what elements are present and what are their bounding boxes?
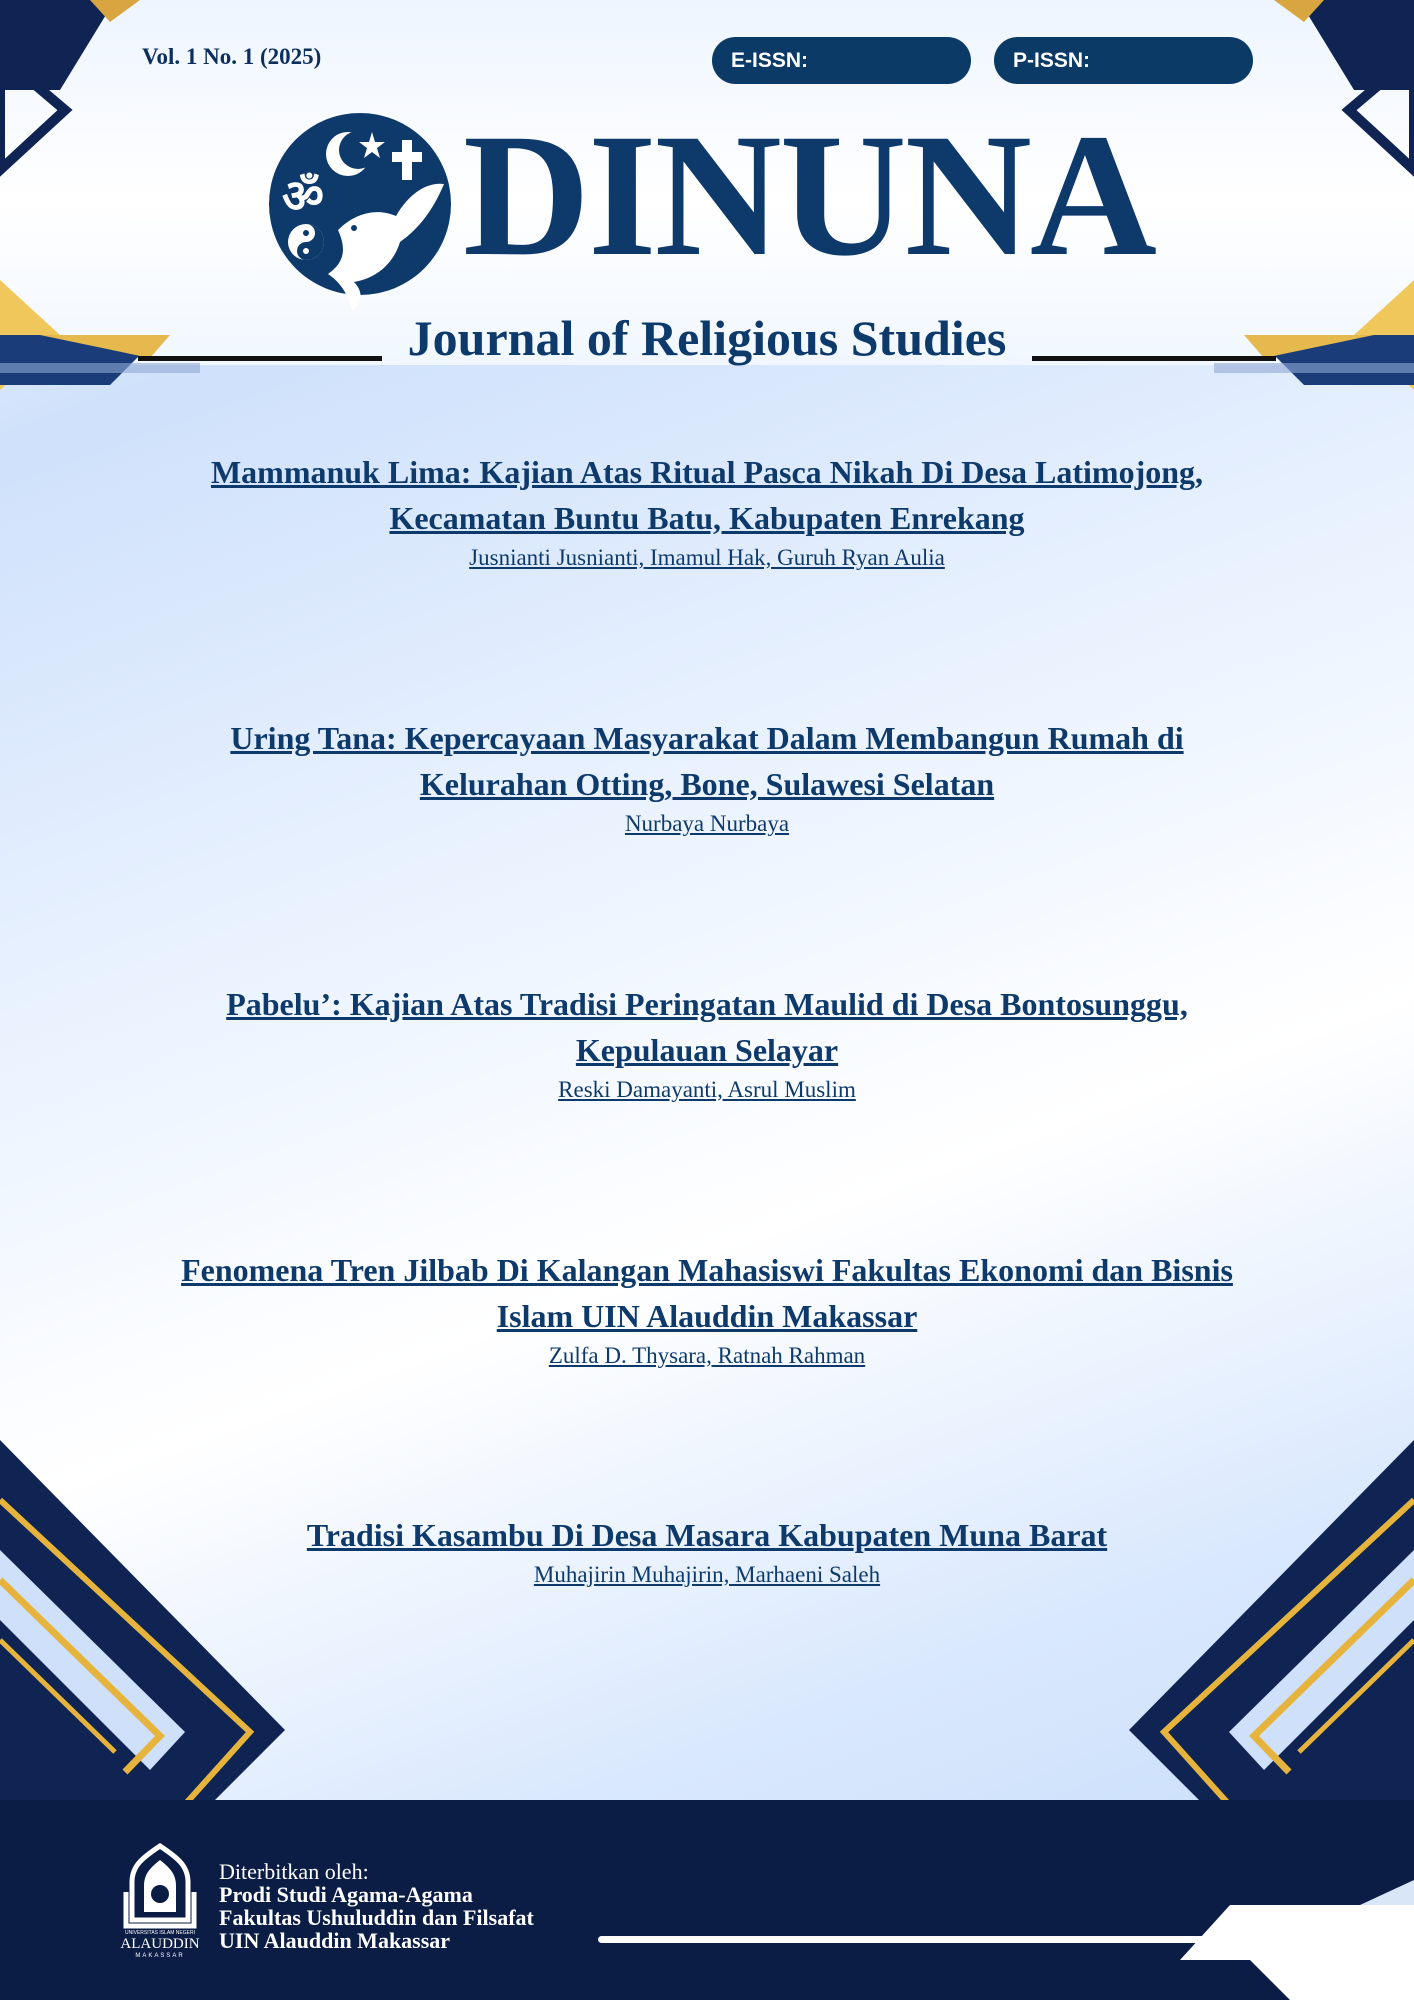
svg-text:ॐ: ॐ (282, 169, 324, 223)
article-title-link[interactable]: Mammanuk Lima: Kajian Atas Ritual Pasca Nikah Di Desa Latimojong, Kecamatan Buntu Batu, Kabupaten Enrekang (210, 454, 1204, 536)
article-title-link[interactable]: Pabelu’: Kajian Atas Tradisi Peringatan Maulid di Desa Bontosunggu, Kepulauan Selayar (226, 986, 1188, 1068)
list-item (150, 1512, 1264, 1590)
article-title-link[interactable]: Uring Tana: Kepercayaan Masyarakat Dalam Membangun Rumah di Kelurahan Otting, Bone, Sulawesi Selatan (230, 720, 1184, 802)
faculty-name: Fakultas Ushuluddin dan Filsafat (219, 1905, 534, 1930)
university-name: UIN Alauddin Makassar (219, 1928, 451, 1953)
volume-label: Vol. 1 No. 1 (2025) (142, 44, 322, 69)
logo-top-text: UNIVERSITAS ISLAM NEGERI (125, 1930, 195, 1936)
list-item (150, 715, 1264, 839)
article-authors-link[interactable]: Jusnianti Jusnianti, Imamul Hak, Guruh Ryan Aulia (469, 545, 945, 570)
article-title-link[interactable]: Fenomena Tren Jilbab Di Kalangan Mahasiswi Fakultas Ekonomi dan Bisnis Islam UIN Alauddin Makassar (181, 1252, 1233, 1334)
publisher-info (219, 1860, 534, 1952)
alauddin-university-logo-icon (112, 1842, 208, 1960)
list-item (150, 449, 1264, 573)
footer-rule (598, 1936, 1248, 1943)
top-right-corner-decoration (1264, 0, 1414, 180)
bottom-left-chevron-decoration (0, 1440, 290, 1810)
article-authors-link[interactable]: Muhajirin Muhajirin, Marhaeni Saleh (533, 1562, 881, 1587)
logo-name-text: ALAUDDIN (120, 1936, 200, 1952)
list-item (150, 1247, 1264, 1371)
journal-logo-wordmark: DINUNA (463, 98, 1155, 293)
logo-city-text: MAKASSAR (135, 1953, 185, 1959)
article-authors-link[interactable]: Zulfa D. Thysara, Ratnah Rahman (548, 1343, 866, 1368)
bottom-right-chevron-decoration (1124, 1440, 1414, 1810)
article-title-link[interactable]: Tradisi Kasambu Di Desa Masara Kabupaten Muna Barat (306, 1517, 1108, 1553)
journal-subtitle: Journal of Religious Studies (407, 310, 1007, 366)
article-authors-link[interactable]: Reski Damayanti, Asrul Muslim (558, 1077, 856, 1102)
e-issn-badge: E-ISSN: (712, 37, 971, 84)
published-by-label: Diterbitkan oleh: (219, 1859, 369, 1884)
p-issn-badge: P-ISSN: (994, 37, 1253, 84)
interfaith-dove-emblem-icon (268, 112, 454, 312)
program-name: Prodi Studi Agama-Agama (219, 1882, 473, 1907)
list-item (150, 981, 1264, 1105)
article-authors-link[interactable]: Nurbaya Nurbaya (624, 811, 790, 836)
top-left-corner-decoration (0, 0, 150, 180)
